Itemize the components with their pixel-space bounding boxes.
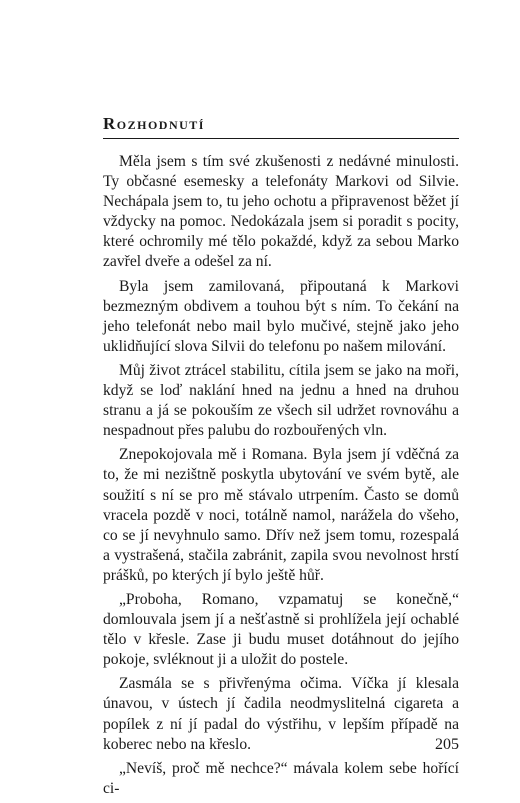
chapter-title: Rozhodnutí — [103, 114, 205, 133]
paragraph: „Nevíš, proč mě nechce?“ mávala kolem sebe hořící ci- — [103, 759, 459, 797]
paragraph: Měla jsem s tím své zkušenosti z nedávné minulosti. Ty občasné esemesky a telefonáty Markovi od Silvie. Nechápala jsem to, tu jeho ochotu a připravenost běžet jí vždycky na pomoc. Nedokázala jsem si poradit s pocity, které ochromily mé tělo pokaždé, když za sebou Marko zavřel dveře a odešel za ní. — [103, 153, 459, 271]
paragraph: Znepokojovala mě i Romana. Byla jsem jí vděčná za to, že mi nezištně poskytla ubytování ve svém bytě, ale soužití s ní se pro mě stávalo utrpením. Často se domů vracela pozdě v noci, totálně namol, narážela do všeho, co se jí nevyhnulo samo. Dřív než jsem tomu, rozespalá a vystrašená, stačila zabránit, zapila svou nevolnost hrstí prášků, po kterých jí bylo ještě hůř. — [103, 446, 459, 584]
page-body — [103, 152, 459, 803]
page-number: 205 — [435, 736, 459, 753]
paragraph: Zasmála se s přivřenýma očima. Víčka jí klesala únavou, v ústech jí čadila neodmyslitelná cigareta a popílek z ní jí padal do výstřihu, v lepším případě na koberec nebo na křeslo. — [103, 675, 459, 753]
paragraph: Můj život ztrácel stabilitu, cítila jsem se jako na moři, když se loď naklání hned na jednu a hned na druhou stranu a já se pokouším ze všech sil udržet rovnováhu a nespadnout přes palubu do rozbouřených vln. — [103, 361, 459, 440]
chapter-header — [103, 114, 459, 139]
paragraph: „Proboha, Romano, vzpamatuj se konečně,“ domlouvala jsem jí a nešťastně si prohlížela její ochablé tělo v křesle. Zase ji budu muset dotáhnout do jejího pokoje, svléknout ji a uložit do postele. — [103, 590, 459, 669]
paragraph: Byla jsem zamilovaná, připoutaná k Markovi bezmezným obdivem a touhou být s ním. To čekání na jeho telefonát nebo mail bylo mučivé, stejně jako jeho uklidňující slova Silvii do telefonu po našem milování. — [103, 277, 459, 355]
